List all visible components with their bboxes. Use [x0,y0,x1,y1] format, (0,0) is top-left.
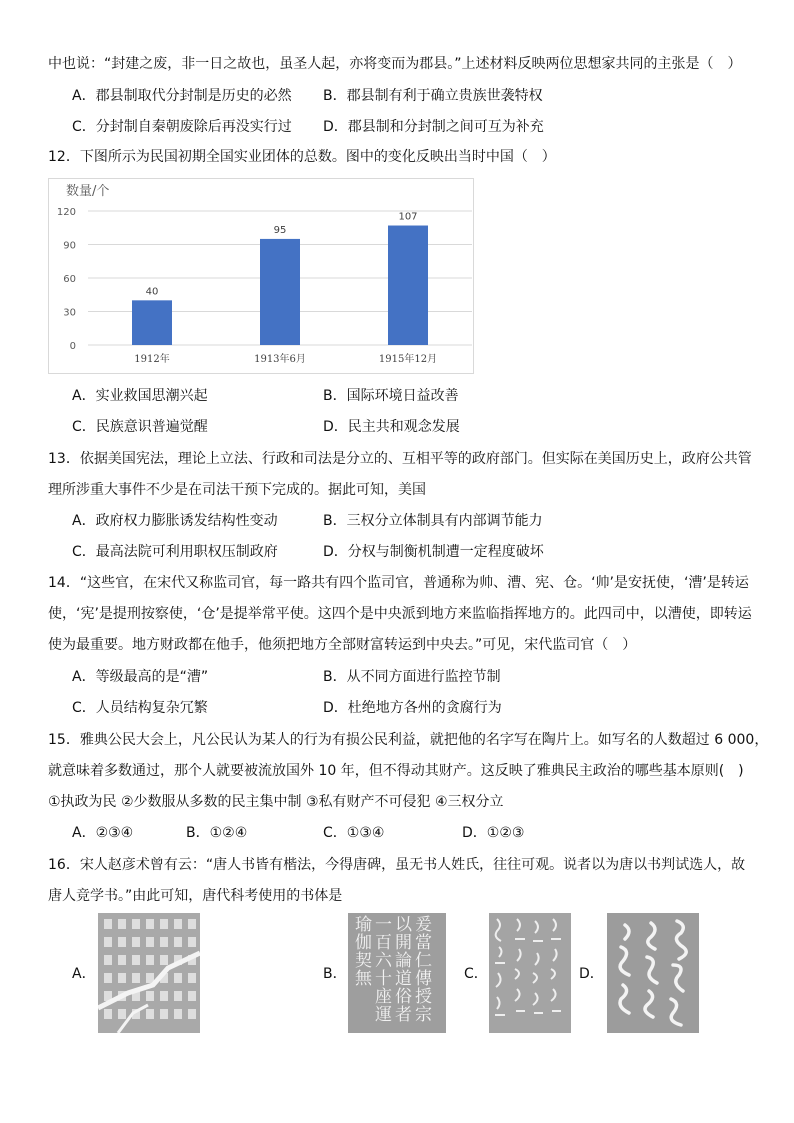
q12-option-c[interactable]: C．民族意识普遍觉醒 [72,419,208,435]
calligraphy-image-b [348,913,446,1033]
q13-option-d[interactable]: D．分权与制衡机制遭一定程度破坏 [323,544,544,560]
q14-option-a[interactable]: A．等级最高的是“漕” [72,669,209,685]
chart-ylabel: 数量/个 [66,184,110,199]
cursive-script-rubbing-icon [607,913,699,1033]
chart-category-label: 1912年 [134,354,170,365]
q13-option-a[interactable]: A．政府权力膨胀诱发结构性变动 [72,513,278,529]
chart-bar [388,226,428,345]
q13-option-c[interactable]: C．最高法院可利用职权压制政府 [72,544,278,560]
calligraphy-image-d [607,913,699,1033]
bar-chart [48,178,474,374]
q14-stem-line3: 使为最重要。地方财政都在他手，他须把地方全部财富转运到中央去。”可见，宋代监司官（ ） [48,637,637,653]
chart-data-label: 40 [145,286,159,298]
q14-stem-line1: 14．“这些官，在宋代又称监司官，每一路共有四个监司官，普通称为帅、漕、宪、仓。‘帅’是安抚使，‘漕’是转运 [48,575,749,591]
q11-option-b[interactable]: B．郡县制有利于确立贵族世袭特权 [323,88,543,104]
q13-stem-line2: 理所涉重大事件不少是在司法干预下完成的。据此可知，美国 [48,482,426,498]
q14-option-d[interactable]: D．杜绝地方各州的贪腐行为 [323,700,502,716]
q13-option-b[interactable]: B．三权分立体制具有内部调节能力 [323,513,543,529]
chart-ytick-label: 60 [63,274,76,285]
chart-ytick-label: 0 [69,341,76,352]
chart-bar [260,239,300,345]
q15-option-c[interactable]: C．①③④ [323,825,385,841]
running-script-rubbing-icon [489,913,571,1033]
q14-stem-line2: 使，‘宪’是提刑按察使，‘仓’是提举常平使。这四个是中央派到地方来监临指挥地方的。此四司中，以漕使，即转运 [48,606,752,622]
q16-label-c[interactable]: C． [464,966,488,982]
calligraphy-image-a [98,913,200,1033]
chart-ytick-label: 120 [56,207,76,218]
chart-data-label: 107 [398,211,418,223]
q15-option-d[interactable]: D．①②③ [462,825,525,841]
seal-script-rubbing-icon [98,913,200,1033]
q13-stem-line1: 13．依据美国宪法，理论上立法、行政和司法是分立的、互相平等的政府部门。但实际在美国历史上，政府公共管 [48,451,752,467]
chart-bar [132,300,172,345]
q15-stem-line2: 就意味着多数通过，那个人就要被流放国外 10 年，但不得动其财产。这反映了雅典民主政治的哪些基本原则( ) [48,763,744,779]
chart-ytick-label: 90 [63,240,76,252]
q15-principles: ①执政为民 ②少数服从多数的民主集中制 ③私有财产不可侵犯 ④三权分立 [48,794,504,810]
chart-ytick-label: 30 [63,307,76,319]
q15-option-b[interactable]: B．①②④ [186,825,248,841]
chart-category-label: 1915年12月 [378,354,438,365]
chart-category-label: 1913年6月 [254,354,306,365]
q14-option-c[interactable]: C．人员结构复杂冗繁 [72,700,208,716]
q12-stem: 12．下图所示为民国初期全国实业团体的总数。图中的变化反映出当时中国（ ） [48,149,556,165]
q16-stem-line2: 唐人竞学书。”由此可知，唐代科考使用的书体是 [48,888,343,904]
regular-script-rubbing-text: 爰當仁傳授宗以開論道俗者一百六十座運瑜伽契無 [351,915,431,1023]
q11-option-d[interactable]: D．郡县制和分封制之间可互为补充 [323,119,544,135]
q16-label-a[interactable]: A． [72,966,96,982]
q11-option-a[interactable]: A．郡县制取代分封制是历史的必然 [72,88,292,104]
q16-stem-line1: 16．宋人赵彦术曾有云：“唐人书皆有楷法，今得唐碑，虽无书人姓氏，往往可观。说者以为唐以书判试选人，故 [48,857,746,873]
q16-label-b[interactable]: B． [323,966,347,982]
q12-option-a[interactable]: A．实业救国思潮兴起 [72,388,208,404]
calligraphy-image-c [489,913,571,1033]
q16-label-d[interactable]: D． [579,966,604,982]
q15-stem-line1: 15．雅典公民大会上，凡公民认为某人的行为有损公民利益，就把他的名字写在陶片上。如写名的人数超过 6 000， [48,732,769,748]
q14-option-b[interactable]: B．从不同方面进行监控节制 [323,669,501,685]
q12-option-b[interactable]: B．国际环境日益改善 [323,388,459,404]
chart-data-label: 95 [273,224,287,236]
q15-option-a[interactable]: A．②③④ [72,825,134,841]
q11-stem-tail: 中也说：“封建之废，非一日之故也，虽圣人起，亦将变而为郡县。”上述材料反映两位思想家共同的主张是（ ） [48,56,742,72]
q11-option-c[interactable]: C．分封制自秦朝废除后再没实行过 [72,119,292,135]
q12-option-d[interactable]: D．民主共和观念发展 [323,419,460,435]
